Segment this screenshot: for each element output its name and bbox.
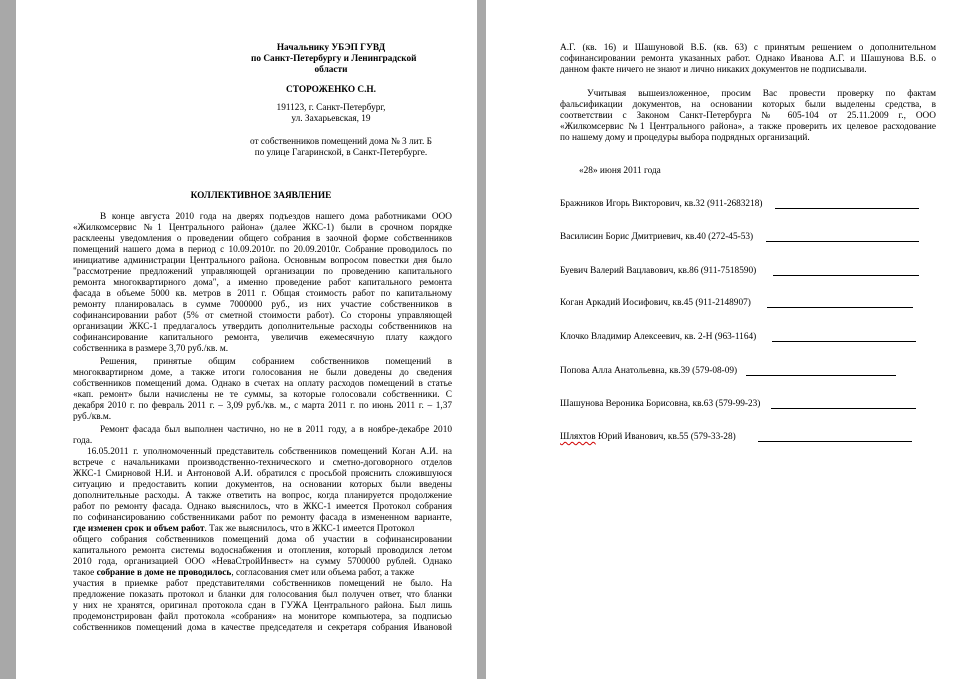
addressee-address-2: ул. Захарьевская, 19	[291, 114, 371, 124]
signature-line	[746, 375, 896, 376]
text-line: соответствии с Законом Санкт-Петербурга № 605-104 от 25.11.2009 г., ООО	[560, 111, 936, 121]
text-line: расклеены уведомления о проведении общего собрания в заочной форме собственников	[73, 234, 452, 244]
text-fragment: . Так же выяснилось, что в ЖКС-1 имеется Протокол	[204, 524, 415, 534]
signer-entry: Шашунова Вероника Борисовна, кв.63 (579-99-23)	[560, 399, 761, 409]
text-line-mixed	[73, 524, 452, 535]
text-line: А.Г. (кв. 16) и Шашуновой В.Б. (кв. 63) с принятым решением о дополнительном	[560, 43, 936, 53]
emphasis-text: собрание в доме не проводилось	[96, 568, 232, 578]
text-line: «Жилкомсервис №1 Центрального района» (далее ЖКС-1) были в срочном порядке	[73, 223, 452, 233]
document-page-1	[16, 0, 477, 679]
text-line: «кап. ремонт» были начислены не те суммы, за которые голосовали собственники. С	[73, 390, 452, 400]
text-line: дополнительные расходы. А также ответить на вопрос, когда планируется продолжение	[73, 491, 452, 501]
text-line: Учитывая вышеизложенное, просим Вас провести проверку по фактам	[587, 89, 936, 99]
signature-line	[775, 208, 919, 209]
text-line: встрече с начальниками производственно-технического и сметно-договорного отделов	[73, 458, 452, 468]
text-line: Ремонт фасада был выполнен частично, но не в 2011 году, а в ноябре-декабре 2010	[100, 425, 452, 435]
text-line: В конце августа 2010 года на дверях подъездов нашего дома работниками ООО	[100, 212, 452, 222]
document-page-2	[486, 0, 969, 679]
emphasis-text: где изменен срок и объем работ	[73, 524, 205, 534]
text-line-mixed	[73, 568, 452, 579]
signer-entry: Попова Алла Анатольевна, кв.39 (579-08-09)	[560, 366, 738, 376]
signature-line	[773, 275, 919, 276]
signature-line	[771, 408, 916, 409]
text-line: ремонту планировалась в сумме 7000000 руб., из них участие собственников в	[73, 300, 452, 310]
addressee-line-1: Начальнику УБЭП ГУВД	[276, 43, 386, 53]
document-date: «28» июня 2011 года	[579, 166, 661, 176]
text-line: фальсификации документов, на основании которых были выделены средства, в	[560, 100, 936, 110]
text-line: собственников помещений дома. Однако в счетах на оплату расходов помещений в статье	[73, 379, 452, 389]
text-fragment: , согласования смет или объема работ, а также	[231, 568, 415, 578]
misspelled-surname: Шляхтов	[560, 432, 596, 442]
signer-entry: Бражников Игорь Викторович, кв.32 (911-2683218)	[560, 199, 763, 209]
text-line: софинансирование капитального ремонта, увеличив ежемесячную плату каждого	[73, 333, 452, 343]
text-line: собственников помещений дома в качестве председателя и секретаря собрания Ивановой	[73, 623, 452, 633]
text-line: Решения, принятые общим собранием собственников помещений в	[100, 357, 452, 367]
text-line: у них не хранятся, оригинал протокола сдан в ГУЖА Центрального района. Был лишь	[73, 601, 452, 611]
text-line: предложение показать протокол и бланки для голосования был получен ответ, что бланки	[73, 590, 452, 600]
text-line: софинансировании работ (5% от сметной стоимости работ). Со стороны управляющей	[73, 311, 452, 321]
signer-entry-rest: Юрий Иванович, кв.55 (579-33-28)	[598, 432, 736, 442]
text-line: капитального ремонта системы водоснабжения и отопления, который проводился летом	[73, 546, 452, 556]
text-line: декабря 2010 г. по февраль 2011 г. – 3,09 руб./кв. м., с марта 2011 г. по июнь 2011 г. – 1,37	[73, 401, 452, 411]
text-line: помещений нашего дома в период с 10.09.2010г. по 20.09.2010г. Собрание проводилось по	[73, 245, 452, 255]
signer-entry: Василисин Борис Дмитриевич, кв.40 (272-45-53)	[560, 232, 754, 242]
text-line: года.	[73, 436, 93, 446]
signature-line	[758, 441, 912, 442]
text-line: инициативе администрации Центрального района. Основным вопросом повестки дня было	[73, 256, 452, 266]
addressee-name: СТОРОЖЕНКО С.Н.	[286, 85, 376, 95]
text-line: ремонта многоквартирного дома", а именно проведение работ капитального ремонта	[73, 278, 452, 288]
text-line: ситуацию и предоставить копии документов, на основании которых были введены	[73, 480, 452, 490]
text-line: по софинансированию собственниками работ по ремонту фасада в измененном варианте,	[73, 513, 452, 523]
signer-entry: Коган Аркадий Иосифович, кв.45 (911-2148907)	[560, 298, 751, 308]
document-title: КОЛЛЕКТИВНОЕ ЗАЯВЛЕНИЕ	[190, 191, 332, 201]
addressee-address-1: 191123, г. Санкт-Петербург,	[276, 103, 386, 113]
signature-line	[767, 307, 913, 308]
text-fragment: такое	[73, 568, 97, 578]
signature-line	[766, 241, 919, 242]
addressee-line-3: области	[314, 65, 348, 75]
text-line: организации ЖКС-1 предлагалось утвердить дополнительные расходы собственников на	[73, 322, 452, 332]
text-line: собственника в размере 3,70 руб./кв. м.	[73, 344, 229, 354]
text-line: фасада в объеме 5000 кв. метров в 2011 г. Общая стоимость работ по капитальному	[73, 289, 452, 299]
text-line: ЖКС-1 Смирновой Н.И. и Антоновой А.И. обратился с просьбой прояснить сложившуюся	[73, 469, 452, 479]
text-line: продемонстрирован файл протокола «собрания» на мониторе компьютера, за подписью	[73, 612, 452, 622]
text-line: «Жилкомсервис №1 Центрального района», а также проверить их целевое расходование	[560, 122, 936, 132]
text-line: 2010 года, организацией ООО «НеваСтройИнвест» на сумму 5700000 рублей. Однако	[73, 557, 452, 567]
signer-entry: Буевич Валерий Вацлавович, кв.86 (911-7518590)	[560, 266, 757, 276]
signer-entry: Клочко Владимир Алексеевич, кв. 2-Н (963-1164)	[560, 332, 757, 342]
signer-entry	[560, 432, 736, 443]
text-line: данном факте ничего не знают и лично никаких документов не подписывали.	[560, 65, 867, 75]
text-line: софинансировании ремонта указанных работ. Однако Иванова А.Г. и Шашунова В.Б. о	[560, 54, 936, 64]
from-line-2: по улице Гагаринской, в Санкт-Петербурге.	[254, 148, 428, 158]
text-line: по нашему дому и процедуры выбора подрядных организаций.	[560, 133, 810, 143]
text-line: 16.05.2011 г. уполномоченный представитель собственников помещений Коган А.И. на	[87, 447, 452, 457]
text-line: работ по ремонту фасада. Однако выяснилось, что в ЖКС-1 имеется Протокол собрания	[73, 502, 452, 512]
text-line: руб./кв.м.	[73, 412, 112, 422]
from-line-1: от собственников помещений дома № 3 лит. Б	[250, 137, 432, 147]
text-line: общего собрания собственников помещений дома об участии в софинансировании	[73, 535, 452, 545]
signature-line	[772, 341, 916, 342]
text-line: многоквартирном доме, а также итоги голосования не были доведены до сведения	[73, 368, 452, 378]
text-line: "рассмотрение предложений управляющей организации по проведению капитального	[73, 267, 452, 277]
text-line: участия в приемке работ представителями собственников помещений не было. На	[73, 579, 452, 589]
addressee-line-2: по Санкт-Петербургу и Ленинградской	[251, 54, 417, 64]
